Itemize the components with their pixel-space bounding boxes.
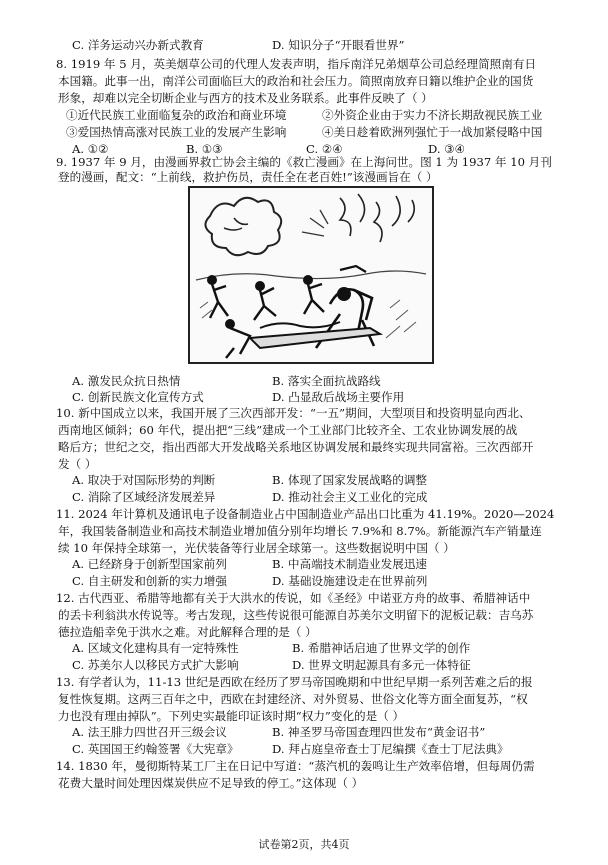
option-a-q9: A. 激发民众抗日热情	[72, 374, 181, 388]
question-10-line-1: 10. 新中国成立以来，我国开展了三次西部开发：“一五”期间，大型项目和投资明显向西北、	[56, 406, 531, 420]
option-b-q9: B. 落实全面抗战路线	[272, 374, 381, 388]
option-d-q7: D. 知识分子“开眼看世界”	[272, 38, 405, 52]
option-c-q11: C. 自主研发和创新的实力增强	[72, 574, 227, 588]
page-footer: 试卷第2页，共4页	[258, 838, 350, 851]
question-11-line-3: 续 10 年保持全球第一，光伏装备等行业居全球第一。这些数据说明中国（ ）	[58, 541, 455, 555]
statement-3: ③爱国热情高涨对民族工业的发展产生影响	[66, 125, 287, 139]
option-a-q8: A. ①②	[72, 142, 109, 156]
question-12-line-2: 的丢卡利翁洪水传说等。考古发现，这些传说很可能源自苏美尔文明留下的泥板记载：吉乌苏	[58, 608, 534, 622]
option-c-q8: C. ②④	[306, 142, 343, 156]
question-13-line-3: 力也没有理由掉队”。下列史实最能印证该时期“权力”变化的是（ ）	[58, 709, 405, 723]
option-c-q13: C. 英国国王约翰签署《大宪章》	[72, 742, 239, 756]
option-d-q12: D. 世界文明起源具有多元一体特征	[292, 658, 471, 672]
option-a-q12: A. 区域文化建构具有一定特殊性	[72, 641, 239, 655]
question-12-line-1: 12. 古代西亚、希腊等地都有关于大洪水的传说，如《圣经》中诺亚方舟的故事、希腊神话中	[56, 591, 531, 605]
question-9-line-1: 9. 1937 年 9 月，由漫画界救亡协会主编的《救亡漫画》在上海问世。图 1 为 1937 年 10 月刊	[56, 155, 552, 169]
option-d-q13: D. 拜占庭皇帝查士丁尼编撰《查士丁尼法典》	[272, 742, 509, 756]
question-8-line-2: 本国籍。此事一出，南洋公司面临巨大的政治和社会压力。简照南放弃日籍以维护企业的国货	[58, 74, 534, 88]
question-12-line-3: 德拉造船幸免于洪水之难。对此解释合理的是（ ）	[58, 625, 317, 639]
option-c-q7: C. 洋务运动兴办新式教育	[72, 38, 204, 52]
question-11-line-1: 11. 2024 年计算机及通讯电子设备制造业占中国制造业产品出口比重为 41.19%。2020—2024	[56, 507, 555, 521]
question-13-line-1: 13. 有学者认为，11-13 世纪是西欧在经历了罗马帝国晚期和中世纪早期一系列苦难之后的报	[56, 675, 533, 689]
cartoon-image	[188, 186, 434, 364]
question-9-line-2: 登的漫画，配文：“上前线，救护伤员，责任全在老百姓!”该漫画旨在（ ）	[58, 170, 438, 184]
option-b-q13: B. 神圣罗马帝国查理四世发布“黄金诏书”	[272, 725, 486, 739]
option-d-q9: D. 凸显敌后战场主要作用	[272, 390, 405, 404]
statement-4: ④美日趁着欧洲列强忙于一战加紧侵略中国	[322, 125, 543, 139]
option-d-q8: D. ③④	[428, 142, 466, 156]
option-b-q11: B. 中高端技术制造业发展迅速	[272, 557, 428, 571]
question-13-line-2: 复性恢复期。这两三百年之中，西欧在封建经济、对外贸易、世俗文化等方面全面复苏，“权	[58, 692, 528, 706]
statement-1: ①近代民族工业面临复杂的政治和商业环境	[66, 108, 287, 122]
option-a-q11: A. 已经跻身于创新型国家前列	[72, 557, 227, 571]
option-a-q13: A. 法王腓力四世召开三级会议	[72, 725, 227, 739]
option-d-q11: D. 基础设施建设走在世界前列	[272, 574, 428, 588]
option-b-q12: B. 希腊神话启迪了世界文学的创作	[292, 641, 471, 655]
option-c-q12: C. 苏美尔人以移民方式扩大影响	[72, 658, 239, 672]
statement-2: ②外资企业由于实力不济长期敌视民族工业	[322, 108, 543, 122]
question-10-line-3: 略后方；世纪之交，指出西部大开发战略关系地区协调发展和最终实现共同富裕。三次西部开	[58, 440, 534, 454]
option-d-q10: D. 推动社会主义工业化的完成	[272, 490, 428, 504]
option-c-q10: C. 消除了区域经济发展差异	[72, 490, 216, 504]
option-a-q10: A. 取决于对国际形势的判断	[72, 473, 216, 487]
question-14-line-1: 14. 1830 年，曼彻斯特某工厂主在日记中写道：“蒸汽机的轰鸣让生产效率倍增，但每周仍需	[56, 759, 535, 773]
question-10-line-4: 发（ ）	[58, 457, 97, 471]
question-14-line-2: 花费大量时间处理因煤炭供应不足导致的停工。”这体现（ ）	[58, 776, 364, 790]
option-b-q10: B. 体现了国家发展战略的调整	[272, 473, 428, 487]
question-10-line-2: 西南地区倾斜；60 年代，提出把“三线”建成一个工业部门比较齐全、工农业协调发展的战	[58, 423, 518, 437]
question-8-line-3: 形象，却难以完全切断企业与西方的技术及业务联系。此事件反映了（ ）	[58, 91, 433, 105]
option-b-q8: B. ①③	[186, 142, 223, 156]
question-11-line-2: 年，我国装备制造业和高技术制造业增加值分别年均增长 7.9%和 8.7%。新能源汽车产销量连	[58, 524, 542, 538]
question-8-line-1: 8. 1919 年 5 月，英美烟草公司的代理人发表声明，指斥南洋兄弟烟草公司总经理简照南有日	[56, 57, 537, 71]
option-c-q9: C. 创新民族文化宣传方式	[72, 390, 204, 404]
